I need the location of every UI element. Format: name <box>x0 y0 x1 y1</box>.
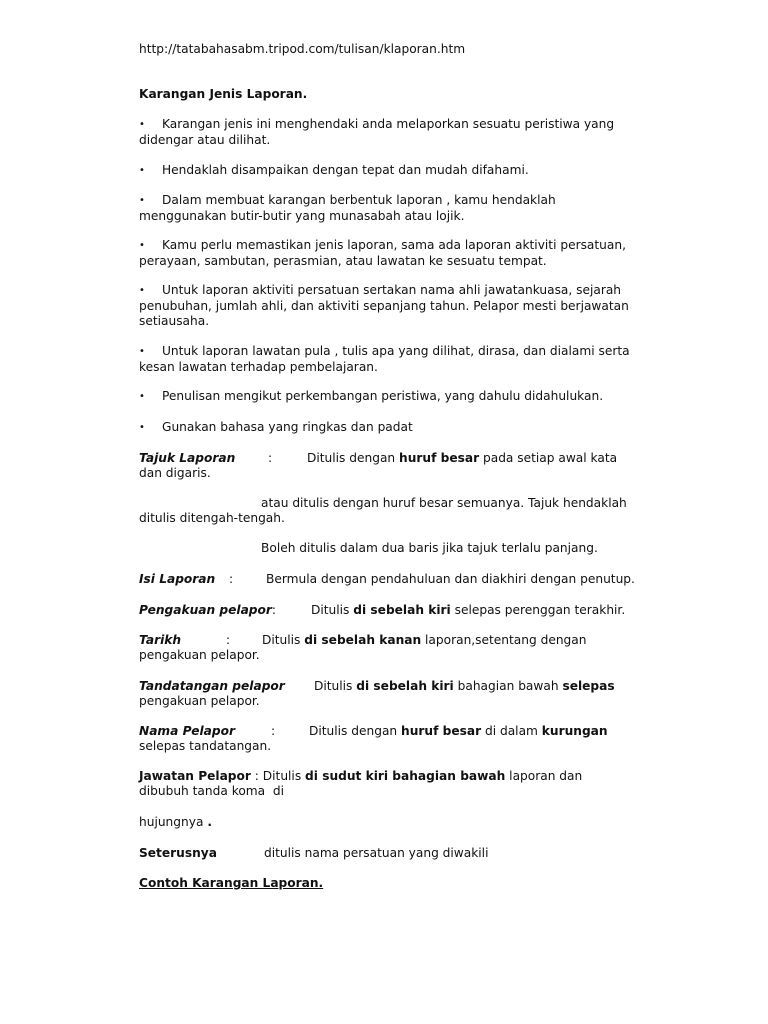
list-item-text: kesan lawatan terhadap pembelajaran. <box>139 360 378 374</box>
jawatan-label: Jawatan Pelapor <box>139 769 251 783</box>
bullet-icon <box>139 163 162 179</box>
tandatangan-label: Tandatangan pelapor <box>139 679 285 693</box>
jawatan-para2-text: hujungnya <box>139 815 208 829</box>
tandatangan-text-b1: di sebelah kiri <box>356 679 454 693</box>
jawatan-para2-period: . <box>207 815 212 829</box>
list-item <box>139 344 630 375</box>
seterusnya-text: ditulis nama persatuan yang diwakili <box>264 846 489 860</box>
list-item <box>139 117 614 148</box>
tarikh-text-a1: Ditulis <box>262 633 305 647</box>
list-item-text: Penulisan mengikut perkembangan peristiwa, yang dahulu didahulukan. <box>162 389 604 403</box>
list-item-text: Hendaklah disampaikan dengan tepat dan mudah difahami. <box>162 163 529 177</box>
list-item-text: Gunakan bahasa yang ringkas dan padat <box>162 420 413 434</box>
tandatangan-text-a2: bahagian bawah <box>453 679 563 693</box>
tarikh-colon: : <box>226 633 231 647</box>
source-url: http://tatabahasabm.tripod.com/tulisan/klaporan.htm <box>139 42 466 56</box>
nama-text-a1: Ditulis dengan <box>309 724 402 738</box>
tajuk-para3: Boleh ditulis dalam dua baris jika tajuk terlalu panjang. <box>261 541 598 555</box>
list-item-text: Kamu perlu memastikan jenis laporan, sama ada laporan aktiviti persatuan, <box>162 238 626 252</box>
pengakuan-text <box>311 603 625 618</box>
list-item <box>139 420 413 436</box>
pengakuan-colon: : <box>271 603 277 617</box>
list-item-text: setiausaha. <box>139 314 210 328</box>
nama-text-b2: kurungan <box>541 724 608 738</box>
nama-text-line2: selepas tandatangan. <box>139 739 272 753</box>
list-item-text: Dalam membuat karangan berbentuk laporan , kamu hendaklah <box>162 193 556 207</box>
list-item-text: Karangan jenis ini menghendaki anda melaporkan sesuatu peristiwa yang <box>162 117 615 131</box>
jawatan-text-a2: laporan dan <box>505 769 583 783</box>
list-item <box>139 238 626 269</box>
pengakuan-text-b1: di sebelah kiri <box>353 603 451 617</box>
page-title: Karangan Jenis Laporan. <box>139 87 308 101</box>
tajuk-text-b1: huruf besar <box>399 451 480 465</box>
list-item-text: didengar atau dilihat. <box>139 133 271 147</box>
isi-text: Bermula dengan pendahuluan dan diakhiri dengan penutup. <box>266 572 635 586</box>
nama-label: Nama Pelapor <box>139 724 235 738</box>
list-item-text: menggunakan butir-butir yang munasabah atau lojik. <box>139 209 465 223</box>
nama-text <box>309 724 608 739</box>
pengakuan-text-a1: Ditulis <box>311 603 354 617</box>
tajuk-label: Tajuk Laporan <box>139 451 236 465</box>
tandatangan-text-b2: selepas <box>562 679 615 693</box>
list-item <box>139 163 529 179</box>
tajuk-text-line2: dan digaris. <box>139 466 211 480</box>
isi-colon: : <box>229 572 234 586</box>
jawatan-text-line2: dibubuh tanda koma di <box>139 784 284 798</box>
list-item <box>139 193 556 224</box>
pengakuan-label: Pengakuan pelapor <box>139 603 272 617</box>
tandatangan-text <box>314 679 615 694</box>
list-item-text: Untuk laporan lawatan pula , tulis apa yang dilihat, dirasa, dan dialami serta <box>162 344 630 358</box>
contoh-heading: Contoh Karangan Laporan. <box>139 876 324 890</box>
list-item <box>139 283 629 329</box>
pengakuan-label-row <box>139 603 276 618</box>
bullet-icon <box>139 389 162 405</box>
nama-text-b1: huruf besar <box>401 724 482 738</box>
bullet-icon <box>139 344 162 360</box>
tandatangan-text-a1: Ditulis <box>314 679 357 693</box>
nama-text-a2: di dalam <box>481 724 542 738</box>
jawatan-text-a0: : Ditulis <box>250 769 306 783</box>
list-item <box>139 389 603 405</box>
jawatan-row <box>139 769 582 784</box>
seterusnya-label: Seterusnya <box>139 846 217 860</box>
tarikh-text-b1: di sebelah kanan <box>304 633 422 647</box>
list-item-text: perayaan, sambutan, perasmian, atau lawatan ke sesuatu tempat. <box>139 254 547 268</box>
isi-label: Isi Laporan <box>139 572 216 586</box>
bullet-icon <box>139 420 162 436</box>
tandatangan-text-line2: pengakuan pelapor. <box>139 694 260 708</box>
nama-colon: : <box>271 724 276 738</box>
tajuk-text-a1: Ditulis dengan <box>307 451 400 465</box>
bullet-icon <box>139 193 162 209</box>
tajuk-para2-line1: atau ditulis dengan huruf besar semuanya. Tajuk hendaklah <box>261 496 627 510</box>
list-item-text: Untuk laporan aktiviti persatuan sertakan nama ahli jawatankuasa, sejarah <box>162 283 622 297</box>
jawatan-text-b1: di sudut kiri bahagian bawah <box>305 769 506 783</box>
tajuk-text <box>307 451 617 466</box>
tarikh-text <box>262 633 587 648</box>
tarikh-label: Tarikh <box>139 633 182 647</box>
bullet-icon <box>139 238 162 254</box>
tajuk-colon: : <box>268 451 273 465</box>
tajuk-text-a2: pada setiap awal kata <box>479 451 618 465</box>
tarikh-text-line2: pengakuan pelapor. <box>139 648 260 662</box>
bullet-icon <box>139 117 162 133</box>
pengakuan-text-a2: selepas perenggan terakhir. <box>450 603 626 617</box>
tarikh-text-a2: laporan,setentang dengan <box>421 633 587 647</box>
list-item-text: penubuhan, jumlah ahli, dan aktiviti sepanjang tahun. Pelapor mesti berjawatan <box>139 299 629 313</box>
tajuk-para2-line2: ditulis ditengah-tengah. <box>139 511 285 525</box>
bullet-icon <box>139 283 162 299</box>
jawatan-para2 <box>139 815 212 830</box>
